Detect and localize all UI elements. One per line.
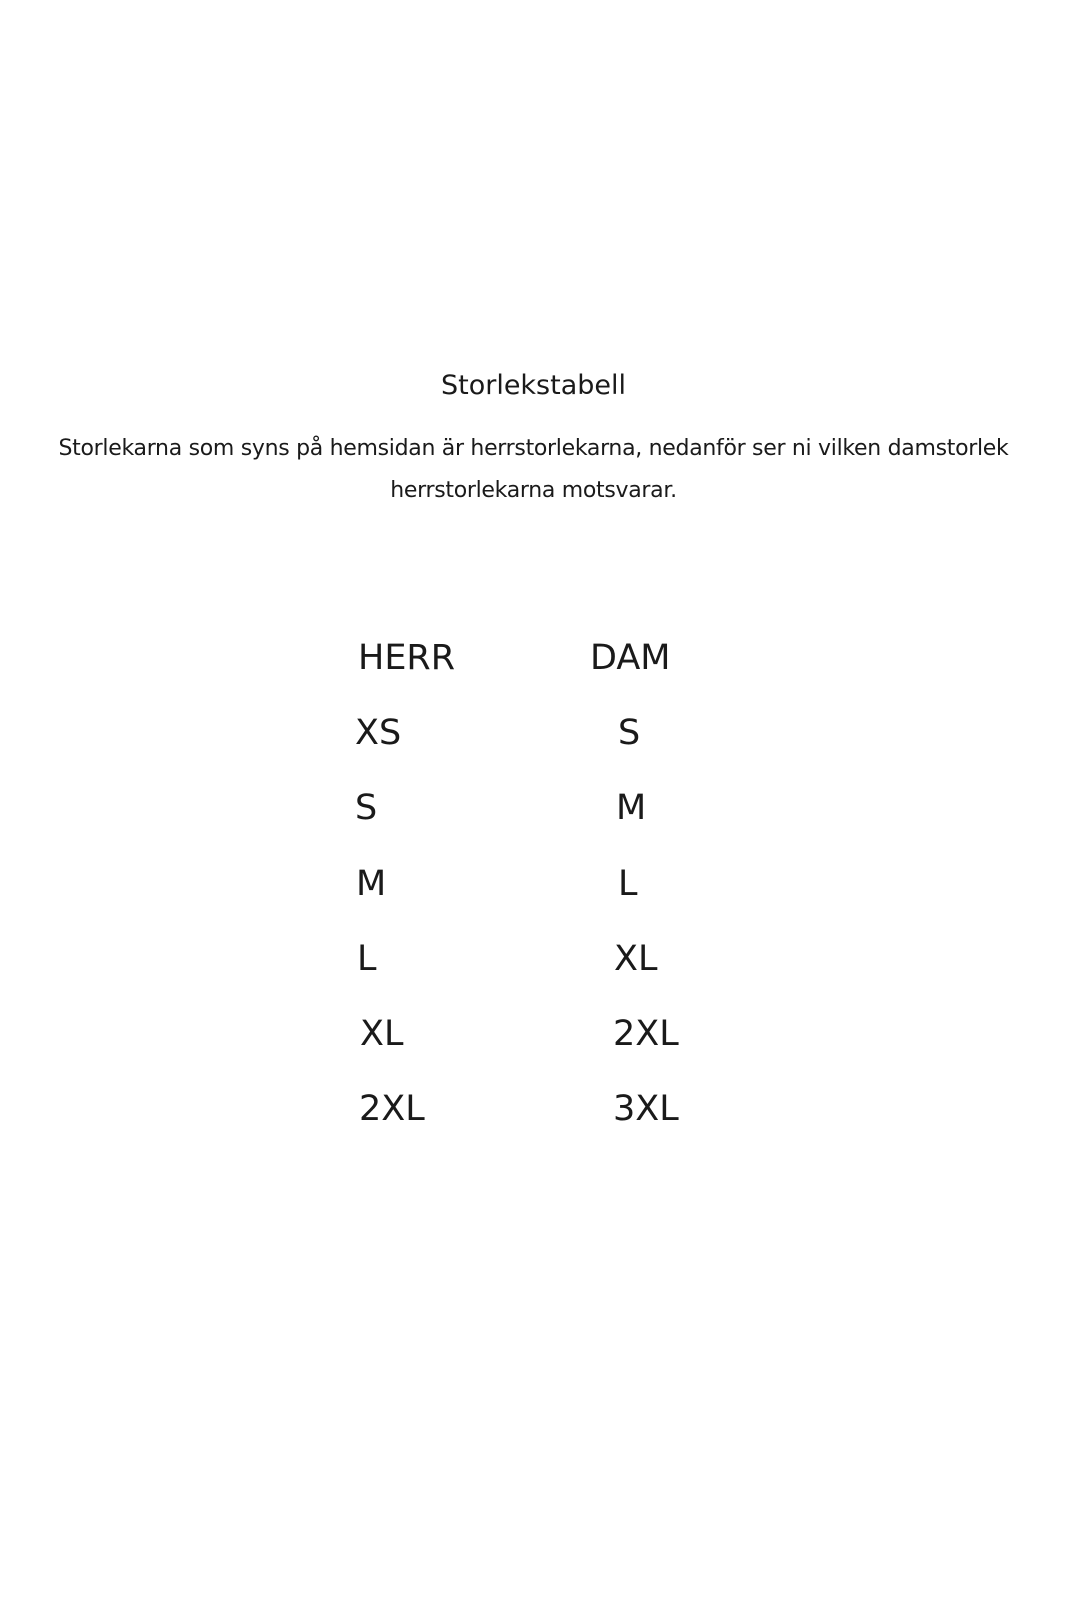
table-cell-herr: L [357,939,377,979]
table-cell-dam: 2XL [613,1014,679,1054]
table-cell-herr: M [356,864,387,904]
description-line: herrstorlekarna motsvarar. [390,478,677,503]
table-cell-dam: XL [614,939,658,979]
page-title: Storlekstabell [440,370,627,401]
table-cell-dam: S [618,713,641,753]
table-cell-herr: 2XL [359,1089,425,1129]
table-cell-dam: L [618,864,638,904]
table-cell-herr: S [355,788,378,828]
description-line: Storlekarna som syns på hemsidan är herrstorlekarna, nedanför ser ni vilken damstorlek [58,436,1009,461]
table-cell-herr: XL [360,1014,404,1054]
table-cell-dam: M [616,788,647,828]
header-herr: HERR [358,638,456,678]
description [0,428,1067,512]
header-dam: DAM [590,638,671,678]
size-table [0,630,1067,1150]
table-cell-herr: XS [355,713,402,753]
table-cell-dam: 3XL [613,1089,679,1129]
